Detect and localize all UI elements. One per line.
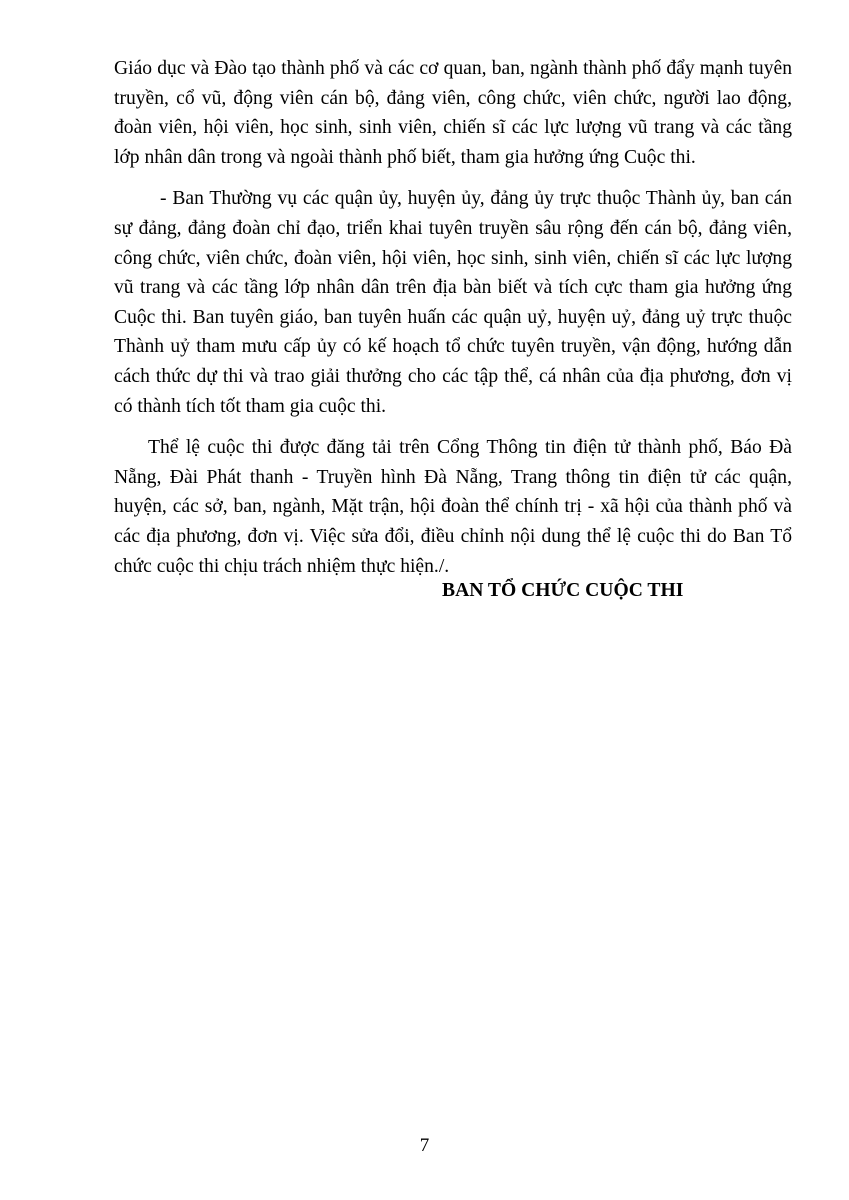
organizing-committee-signature: BAN TỔ CHỨC CUỘC THI xyxy=(442,580,684,601)
paragraph-continuation: Giáo dục và Đào tạo thành phố và các cơ quan, ban, ngành thành phố đẩy mạnh tuyên truyền, cổ vũ, động viên cán bộ, đảng viên, công chức, viên chức, người lao động, đoàn viên, hội viên, học sinh, sinh viên, chiến sĩ các lực lượng vũ trang và các tầng lớp nhân dân trong và ngoài thành phố biết, tham gia hưởng ứng Cuộc thi. xyxy=(114,58,792,168)
document-body xyxy=(114,54,792,581)
paragraph-district-committees: - Ban Thường vụ các quận ủy, huyện ủy, đảng ủy trực thuộc Thành ủy, ban cán sự đảng, đảng đoàn chỉ đạo, triển khai tuyên truyền sâu rộng đến cán bộ, đảng viên, công chức, viên chức, đoàn viên, hội viên, học sinh, sinh viên, chiến sĩ các lực lượng vũ trang và các tầng lớp nhân dân trên địa bàn biết và tích cực tham gia hưởng ứng Cuộc thi. Ban tuyên giáo, ban tuyên huấn các quận uỷ, huyện uỷ, đảng uỷ trực thuộc Thành uỷ tham mưu cấp ủy có kế hoạch tổ chức tuyên truyền, vận động, hướng dẫn cách thức dự thi và trao giải thưởng cho các tập thể, cá nhân của địa phương, đơn vị có thành tích tốt tham gia cuộc thi. xyxy=(114,188,792,417)
page-number: 7 xyxy=(419,1135,430,1156)
paragraph-contest-rules-publication: Thể lệ cuộc thi được đăng tải trên Cổng Thông tin điện tử thành phố, Báo Đà Nẵng, Đài Phát thanh - Truyền hình Đà Nẵng, Trang thông tin điện tử các quận, huyện, các sở, ban, ngành, Mặt trận, hội đoàn thể chính trị - xã hội của thành phố và các địa phương, đơn vị. Việc sửa đổi, điều chỉnh nội dung thể lệ cuộc thi do Ban Tổ chức cuộc thi chịu trách nhiệm thực hiện./. xyxy=(114,437,792,577)
